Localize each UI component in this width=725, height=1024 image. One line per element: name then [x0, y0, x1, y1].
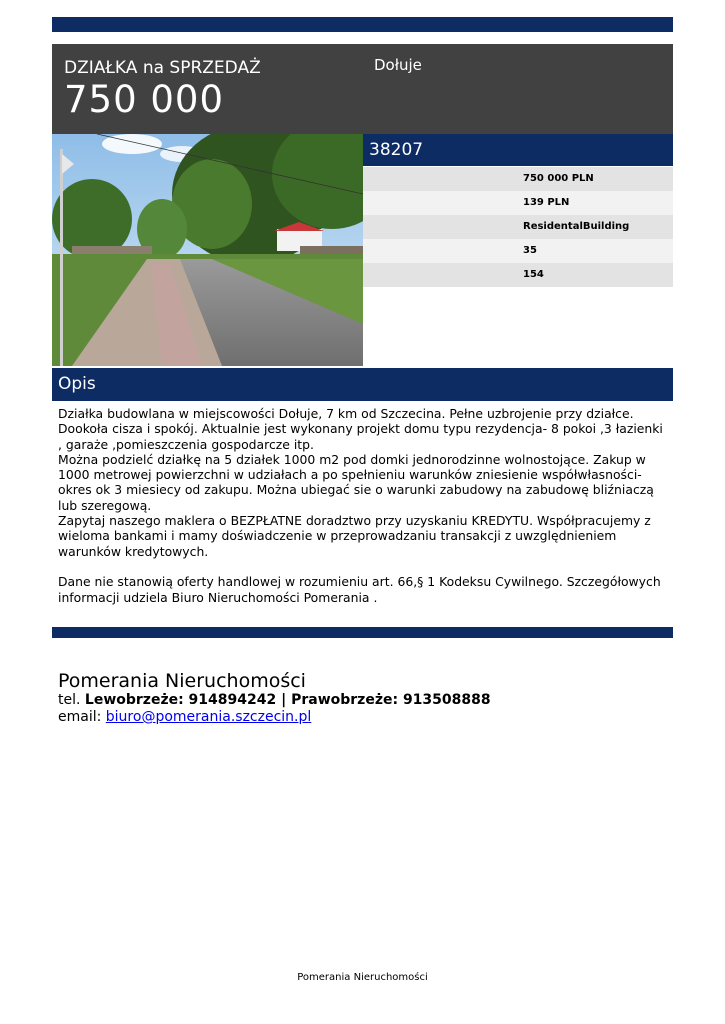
section-divider-bar	[52, 627, 673, 638]
detail-row-price-per-m2	[363, 191, 673, 215]
detail-value: ResidentalBuilding	[523, 221, 630, 232]
phone-numbers: Lewobrzeże: 914894242 | Prawobrzeże: 913508888	[84, 692, 491, 708]
listing-price: 750 000	[64, 78, 225, 121]
email-prefix: email:	[58, 709, 106, 725]
property-photo	[52, 134, 363, 366]
listing-location: Dołuje	[374, 56, 422, 74]
detail-value: 750 000 PLN	[523, 173, 594, 184]
deal-type: DZIAŁKA na SPRZEDAŻ	[64, 58, 261, 78]
description-heading: Opis	[58, 374, 96, 394]
agency-name: Pomerania Nieruchomości	[58, 670, 306, 692]
listing-header	[52, 44, 673, 134]
detail-row-type	[363, 215, 673, 239]
email-link[interactable]: biuro@pomerania.szczecin.pl	[105, 709, 312, 725]
detail-row-5	[363, 263, 673, 287]
description-text: Działka budowlana w miejscowości Dołuje, 7 km od Szczecina. Pełne uzbrojenie przy działce. Dookoła cisza i spokój. Aktualnie jest wykonany projekt domu typu rezydencja- 8 pokoi ,3 łazienki , garaże ,pomieszczenia gospodarcze itp. Można podzielć działkę na 5 działek 1000 m2 pod domki jednorodzinne wolnostojące. Zakup w 1000 metrowej powierzchni w udziałach a po spełnieniu warunków zniesienie współwłasności- okres ok 3 miesiecy od zakupu. Można ubiegać sie o warunki zabudowy na zabudowę bliźniaczą lub szeregową. Zapytaj naszego maklera o BEZPŁATNE doradztwo przy uzyskaniu KREDYTU. Współpracujemy z wieloma bankami i mamy doświadczenie w przeprowadzaniu transakcji z uwzględnieniem warunków kredytowych. Dane nie stanowią oferty handlowej w rozumieniu art. 66,§ 1 Kodeksu Cywilnego. Szczegółowych informacji udziela Biuro Nieruchomości Pomerania .	[58, 406, 663, 605]
detail-value: 139 PLN	[523, 197, 570, 208]
phone-prefix: tel.	[58, 692, 85, 708]
listing-id: 38207	[369, 140, 424, 160]
details-table	[363, 167, 673, 287]
detail-value: 154	[523, 269, 544, 280]
listing-id-bar	[363, 134, 673, 166]
detail-value: 35	[523, 245, 537, 256]
top-accent-bar	[52, 17, 673, 32]
description-heading-bar	[52, 368, 673, 401]
page-footer: Pomerania Nieruchomości	[297, 972, 428, 983]
contact-email	[58, 709, 311, 725]
contact-phone	[58, 692, 491, 708]
detail-row-price	[363, 167, 673, 191]
detail-row-4	[363, 239, 673, 263]
